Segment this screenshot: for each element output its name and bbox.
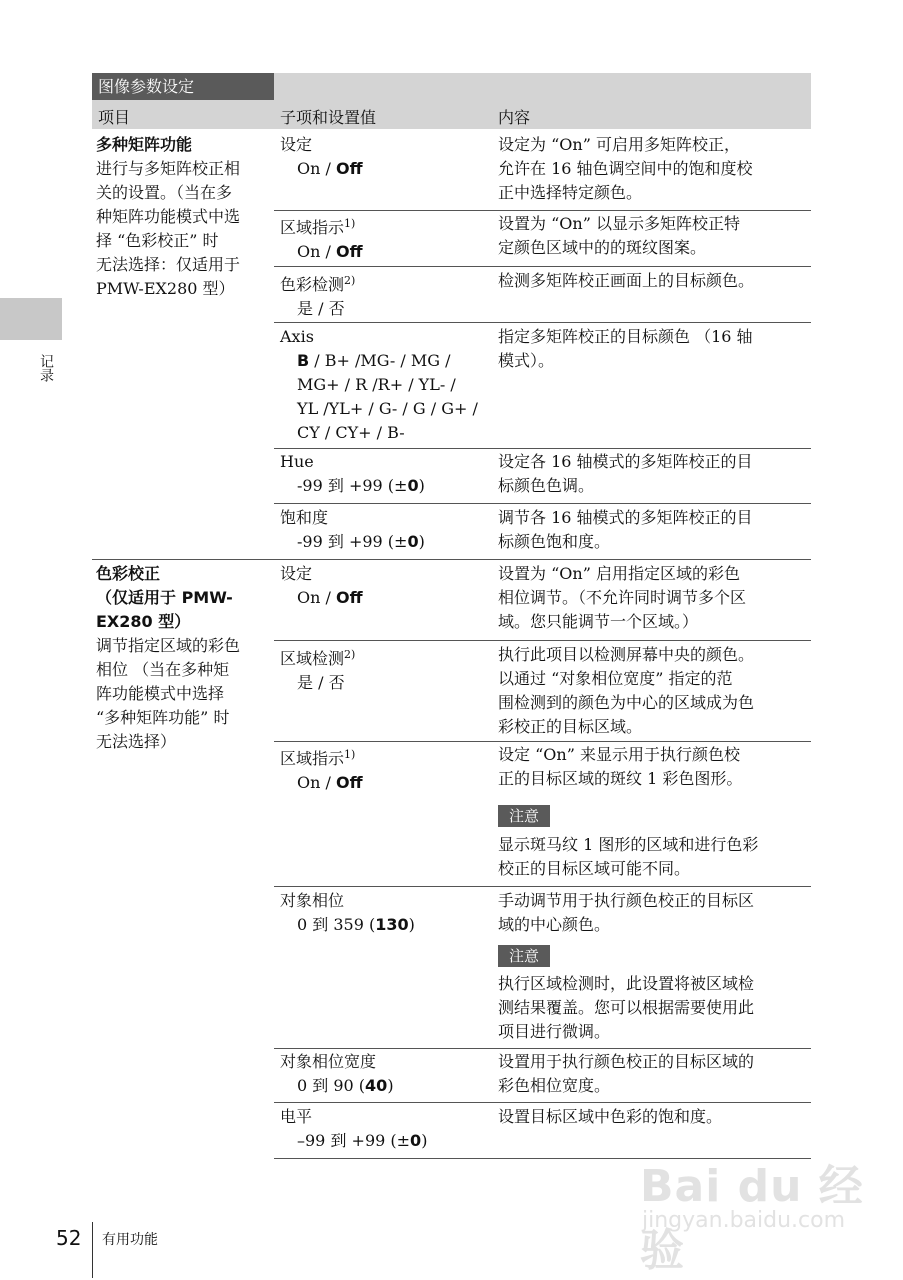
row-divider [274,448,811,449]
subitem-values: 是 / 否 [297,299,345,318]
subitem-name: 区域指示 [280,218,345,237]
note-text: 执行区域检测时，此设置将被区域检 测结果覆盖。您可以根据需要使用此 项目进行微调。 [498,974,755,1041]
group1-row-setting-content: 设定为 “On” 可启用多矩阵校正， 允许在 16 轴色调空间中的饱和度校 正中选择特定颜色。 [498,135,753,202]
group1-row-saturation-content: 调节各 16 轴模式的多矩阵校正的目 标颜色饱和度。 [498,508,753,551]
group2-row-target-phase-width-content: 设置用于执行颜色校正的目标区域的 彩色相位宽度。 [498,1052,755,1095]
table-header [92,100,811,129]
group2-row-area-indicator: 区域指示$^{1)}$ On / Off [280,743,363,795]
row-divider [274,886,811,887]
row-divider [274,741,811,742]
subitem-name: Axis [280,327,314,346]
subitem-name: Hue [280,452,314,471]
footer-divider [92,1222,93,1278]
group1-row-area-indicator-content: 设置为 “On” 以显示多矩阵校正特 定颜色区域中的的斑纹图案。 [498,214,740,257]
group1-row-area-indicator: 区域指示$^{1)}$ On / Off [280,212,363,264]
group1-row-color-detect: 色彩检测$^{2)}$ 是 / 否 [280,269,355,321]
subitem-values: 0 到 90 (40) [297,1076,394,1095]
subitem-values: B / B+ /MG- / MG / [297,351,451,370]
header-content: 内容 [498,108,531,127]
watermark-logo: Bai du 经验 [640,1161,864,1276]
row-divider [274,503,811,504]
group2-desc-line: 相位 （当在多种矩 [96,660,230,679]
group2-row-area-detect: 区域检测$^{2)}$ 是 / 否 [280,643,355,695]
group1-title: 多种矩阵功能 [96,135,193,154]
group2-desc-line: 调节指定区域的彩色 [96,636,241,655]
group2-row-area-indicator-content: 设定 “On” 来显示用于执行颜色校 正的目标区域的斑纹 1 彩色图形。 [498,745,743,788]
group2-desc-line: “多种矩阵功能” 时 [96,708,230,727]
group2-row-target-phase-width [280,1050,394,1098]
group1-row-axis: Axis B / B+ /MG- / MG / MG+ / R /R+ / YL- / YL /YL+ / G- / G / G+ / CY / CY+ / B- [280,327,478,442]
group2-title: 色彩校正 [96,564,161,583]
row-divider [274,1048,811,1049]
group1-row-saturation [280,506,425,554]
subitem-values: 是 / 否 [297,673,345,692]
subitem-name: 区域检测 [280,649,345,668]
group1-desc-line: 择 “色彩校正” 时 [96,231,219,250]
page-number: 52 [56,1226,82,1250]
group2-item: 色彩校正 （仅适用于 PMW- EX280 型） 调节指定区域的彩色 相位 （当在多种矩 阵功能模式中选择 “多种矩阵功能” 时 无法选择） [96,562,240,754]
subitem-values: On / Off [297,242,363,261]
group2-row-level-content: 设置目标区域中色彩的饱和度。 [498,1107,723,1126]
subitem-values: On / Off [297,773,363,792]
row-divider [274,266,811,267]
group1-desc-line: 种矩阵功能模式中选 [96,207,241,226]
subitem-name: 设定 [280,135,313,154]
subitem-values: -99 到 +99 (±0) [297,476,425,495]
subitem-values: -99 到 +99 (±0) [297,532,425,551]
note-badge: 注意 [498,805,550,827]
row-divider [274,322,811,323]
row-divider [274,210,811,211]
group2-row-target-phase [280,889,415,937]
group2-row-target-phase-content: 手动调节用于执行颜色校正的目标区 域的中心颜色。 [498,891,755,934]
subitem-values: On / Off [297,588,363,607]
subitem-values: On / Off [297,159,363,178]
group1-row-axis-content: 指定多矩阵校正的目标颜色 （16 轴 模式）。 [498,327,753,370]
header-subitem: 子项和设置值 [280,108,377,127]
group1-row-hue [280,450,425,498]
group1-row-hue-content: 设定各 16 轴模式的多矩阵校正的目 标颜色色调。 [498,452,753,495]
subitem-values: –99 到 +99 (±0) [297,1131,428,1150]
group2-row-level [280,1105,427,1153]
row-divider [274,1102,811,1103]
group1-item [96,133,240,301]
group2-row-setting-content: 设置为 “On” 启用指定区域的彩色 相位调节。（不允许同时调节多个区 域。您只能调节一个区域。） [498,564,747,631]
note-text: 显示斑马纹 1 图形的区域和进行色彩 校正的目标区域可能不同。 [498,835,759,878]
group-divider [92,559,811,560]
subitem-name: 对象相位宽度 [280,1052,377,1071]
group1-desc-line: 关的设置。（当在多 [96,183,233,202]
subitem-name: 电平 [280,1107,313,1126]
chapter-label: 记录 [38,354,54,382]
group2-desc-line: 无法选择） [96,732,177,751]
group1-row-setting [280,133,363,181]
group1-row-color-detect-content: 检测多矩阵校正画面上的目标颜色。 [498,271,755,290]
group1-desc-line: 进行与多矩阵校正相 [96,159,241,178]
note-badge: 注意 [498,945,550,967]
row-divider [274,640,811,641]
section-title: 图像参数设定 [92,73,274,100]
group2-row-setting [280,562,363,610]
section-title-bar [274,73,811,100]
watermark-url: jingyan.baidu.com [642,1208,846,1233]
subitem-name: 饱和度 [280,508,329,527]
group1-desc-line: 无法选择：仅适用于 [96,255,241,274]
chapter-tab [0,298,62,340]
header-item: 项目 [98,108,131,127]
subitem-name: 对象相位 [280,891,345,910]
group2-desc-line: 阵功能模式中选择 [96,684,225,703]
subitem-name: 区域指示 [280,749,345,768]
group2-row-area-detect-content: 执行此项目以检测屏幕中央的颜色。 以通过 “对象相位宽度” 指定的范 围检测到的颜色为中心的区域成为色 彩校正的目标区域。 [498,645,755,736]
subitem-values: 0 到 359 (130) [297,915,415,934]
group1-desc-line: PMW-EX280 型） [96,279,235,298]
footer-section: 有用功能 [102,1232,158,1248]
subitem-name: 色彩检测 [280,275,345,294]
subitem-name: 设定 [280,564,313,583]
